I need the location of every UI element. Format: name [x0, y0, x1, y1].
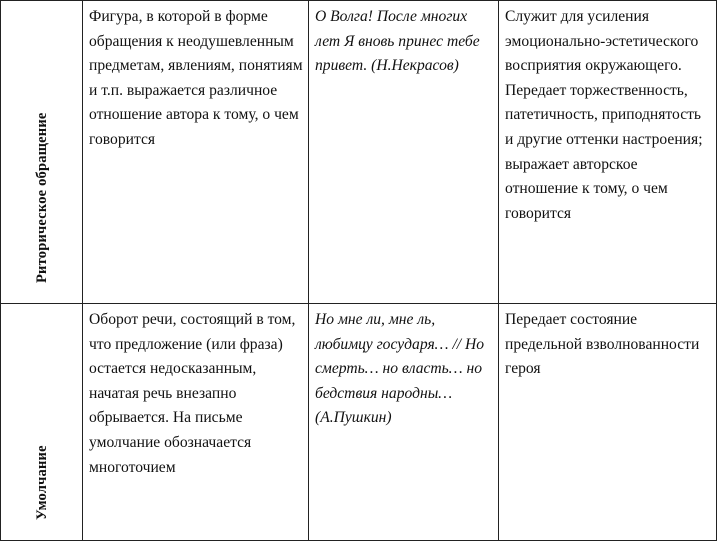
example-cell: Но мне ли, мне ль, любимцу государя… // Но смерть… но власть… но бедствия народны… (А.Пушкин) — [309, 304, 499, 541]
definition-cell: Оборот речи, состоящий в том, что предложение (или фраза) остается недосказанным, начатая речь внезапно обрывается. На письме умолчание обозначается многоточием — [83, 304, 309, 541]
term-cell — [1, 304, 83, 541]
function-cell: Передает состояние предельной взволнованности героя — [499, 304, 717, 541]
table-row — [1, 304, 717, 541]
term-label: Риторическое обращение — [33, 112, 50, 283]
term-cell — [1, 1, 83, 304]
table-row — [1, 1, 717, 304]
definition-cell: Фигура, в которой в форме обращения к неодушевленным предметам, явлениям, понятиям и т.п. выражается различное отношение автора к тому, о чем говорится — [83, 1, 309, 304]
example-cell: О Волга! После многих лет Я вновь принес тебе привет. (Н.Некрасов) — [309, 1, 499, 304]
term-label: Умолчание — [33, 445, 50, 520]
function-cell: Служит для усиления эмоционально-эстетического восприятия окружающего. Передает торжественность, патетичность, приподнятость и другие оттенки настроения; выражает авторское отношение к тому, о чем говорится — [499, 1, 717, 304]
